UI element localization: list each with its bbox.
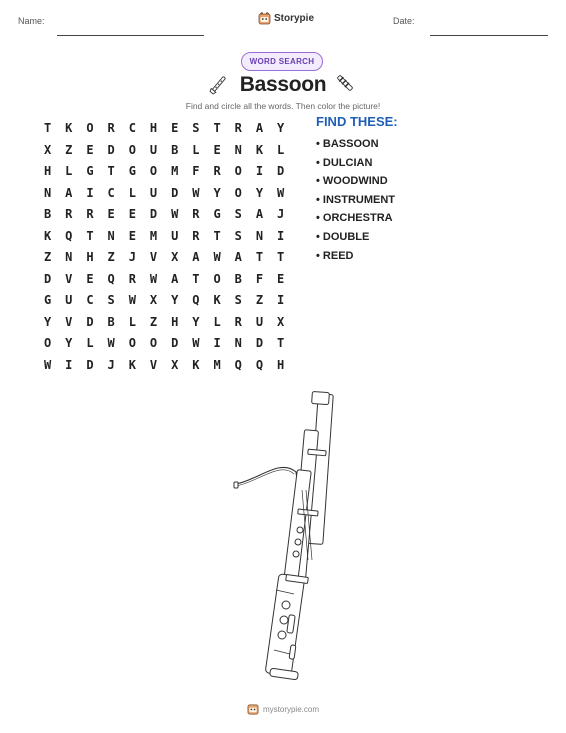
grid-letter[interactable]: G <box>43 293 52 307</box>
grid-letter[interactable]: O <box>86 121 94 135</box>
grid-letter[interactable]: D <box>149 207 158 221</box>
grid-letter[interactable]: J <box>277 207 285 221</box>
word-list-item: • REED <box>316 249 354 262</box>
grid-letter[interactable]: Z <box>107 250 115 264</box>
word-list-item: • INSTRUMENT <box>316 193 396 206</box>
grid-letter[interactable]: D <box>107 142 115 157</box>
grid-letter[interactable]: O <box>149 336 158 350</box>
grid-letter[interactable]: A <box>171 271 179 286</box>
grid-letter[interactable]: F <box>255 271 264 286</box>
grid-letter[interactable]: L <box>65 164 73 178</box>
grid-letter[interactable]: Y <box>171 293 179 307</box>
footer <box>0 703 566 715</box>
grid-letter[interactable]: V <box>65 314 73 329</box>
grid-letter[interactable]: Q <box>107 271 115 286</box>
grid-letter[interactable]: N <box>65 250 73 264</box>
grid-letter[interactable]: L <box>86 336 94 350</box>
grid-row <box>37 183 291 205</box>
grid-letter[interactable]: R <box>128 271 136 286</box>
grid-letter[interactable]: X <box>171 357 179 372</box>
grid-letter[interactable]: T <box>213 228 221 243</box>
grid-letter[interactable]: W <box>192 185 200 200</box>
grid-row <box>37 204 291 226</box>
grid-letter[interactable]: Q <box>65 228 73 243</box>
grid-letter[interactable]: K <box>213 293 221 307</box>
brand-logo <box>258 12 314 25</box>
grid-letter[interactable]: X <box>149 293 158 307</box>
grid-letter[interactable]: H <box>277 357 285 372</box>
grid-letter[interactable]: O <box>234 185 242 200</box>
grid-letter[interactable]: V <box>149 250 158 264</box>
word-list-item: • WOODWIND <box>316 175 388 188</box>
grid-letter[interactable]: L <box>128 314 136 329</box>
grid-letter[interactable]: S <box>234 228 242 243</box>
word-list <box>316 114 398 268</box>
grid-letter[interactable]: V <box>149 357 158 372</box>
grid-letter[interactable]: E <box>86 142 94 157</box>
word-list-item: • ORCHESTRA <box>316 212 393 225</box>
grid-letter[interactable]: D <box>255 336 264 350</box>
word-list-title: FIND THESE: <box>316 114 398 129</box>
grid-letter[interactable]: W <box>277 185 285 200</box>
grid-letter[interactable]: T <box>213 121 221 135</box>
grid-letter[interactable]: I <box>277 228 285 243</box>
grid-letter[interactable]: Z <box>65 142 73 157</box>
brand-name: Storypie <box>274 13 315 24</box>
grid-letter[interactable]: T <box>86 228 94 243</box>
grid-letter[interactable]: R <box>107 121 115 135</box>
grid-letter[interactable]: T <box>192 271 200 286</box>
grid-letter[interactable]: L <box>192 142 200 157</box>
grid-letter[interactable]: Z <box>43 250 52 264</box>
grid-row <box>37 355 291 377</box>
grid-letter[interactable]: E <box>128 207 136 221</box>
instructions: Find and circle all the words. Then color the picture! <box>185 101 381 111</box>
grid-letter[interactable]: R <box>234 121 242 135</box>
grid-letter[interactable]: A <box>234 250 242 264</box>
grid-row <box>37 140 291 162</box>
grid-letter[interactable]: R <box>213 164 221 178</box>
grid-row <box>37 118 291 140</box>
grid-letter[interactable]: Y <box>277 121 285 135</box>
grid-letter[interactable]: U <box>149 185 158 200</box>
grid-letter[interactable]: Y <box>213 185 221 200</box>
grid-letter[interactable]: U <box>255 314 264 329</box>
grid-letter[interactable]: Y <box>192 314 200 329</box>
grid-letter[interactable]: I <box>65 357 73 372</box>
grid-letter[interactable]: T <box>255 250 264 264</box>
grid-letter[interactable]: W <box>128 293 136 307</box>
grid-letter[interactable]: N <box>107 228 115 243</box>
grid-letter[interactable]: T <box>277 336 285 350</box>
grid-letter[interactable]: B <box>234 271 242 286</box>
grid-letter[interactable]: G <box>128 164 136 178</box>
grid-letter[interactable]: D <box>43 271 52 286</box>
word-list-item: • DULCIAN <box>316 156 373 169</box>
grid-letter[interactable]: R <box>65 207 73 221</box>
grid-letter[interactable]: S <box>234 293 242 307</box>
grid-letter[interactable]: W <box>192 336 200 350</box>
grid-letter[interactable]: I <box>255 164 264 178</box>
grid-letter[interactable]: R <box>234 314 242 329</box>
grid-row <box>37 161 291 183</box>
grid-letter[interactable]: U <box>149 142 158 157</box>
grid-letter[interactable]: Y <box>43 314 52 329</box>
grid-letter[interactable]: S <box>192 121 200 135</box>
grid-letter[interactable]: E <box>213 142 221 157</box>
grid-letter[interactable]: H <box>43 164 52 178</box>
grid-letter[interactable]: K <box>43 228 52 243</box>
grid-letter[interactable]: O <box>128 336 136 350</box>
grid-letter[interactable]: E <box>277 271 285 286</box>
grid-letter[interactable]: N <box>255 228 264 243</box>
grid-letter[interactable]: X <box>43 142 52 157</box>
word-list-item: • BASSOON <box>316 138 379 150</box>
grid-letter[interactable]: U <box>171 228 179 243</box>
grid-letter[interactable]: T <box>277 250 285 264</box>
grid-row <box>37 333 291 355</box>
grid-letter[interactable]: G <box>213 207 221 221</box>
grid-letter[interactable]: K <box>255 142 264 157</box>
grid-row <box>37 312 291 334</box>
grid-letter[interactable]: W <box>171 207 179 221</box>
grid-letter[interactable]: D <box>171 185 179 200</box>
worksheet-header <box>0 10 566 34</box>
grid-letter[interactable]: W <box>149 271 158 286</box>
grid-letter[interactable]: S <box>234 207 242 221</box>
grid-letter[interactable]: E <box>107 207 115 221</box>
grid-letter[interactable]: H <box>149 121 158 135</box>
grid-letter[interactable]: A <box>255 207 264 221</box>
grid-letter[interactable]: C <box>107 185 115 200</box>
grid-letter[interactable]: E <box>171 121 179 135</box>
grid-letter[interactable]: R <box>192 228 200 243</box>
grid-letter[interactable]: V <box>65 271 73 286</box>
grid-letter[interactable]: U <box>65 293 73 307</box>
grid-letter[interactable]: O <box>128 142 136 157</box>
word-search-grid[interactable] <box>37 118 291 376</box>
grid-letter[interactable]: D <box>86 314 94 329</box>
grid-letter[interactable]: N <box>234 336 242 350</box>
grid-letter[interactable]: E <box>128 228 136 243</box>
grid-letter[interactable]: F <box>192 164 200 178</box>
grid-letter[interactable]: I <box>86 185 94 200</box>
grid-letter[interactable]: S <box>107 293 115 307</box>
grid-letter[interactable]: G <box>86 164 94 178</box>
date-line[interactable] <box>430 35 548 36</box>
grid-letter[interactable]: B <box>107 314 115 329</box>
grid-letter[interactable]: K <box>128 357 136 372</box>
grid-letter[interactable]: Z <box>149 314 158 329</box>
grid-letter[interactable]: B <box>43 207 52 221</box>
grid-letter[interactable]: H <box>171 314 179 329</box>
grid-letter[interactable]: W <box>43 357 52 372</box>
grid-letter[interactable]: N <box>234 142 242 157</box>
grid-letter[interactable]: D <box>277 164 285 178</box>
storypie-mascot-icon <box>247 703 259 715</box>
grid-letter[interactable]: I <box>213 336 221 350</box>
grid-letter[interactable]: Z <box>255 293 264 307</box>
page-title: Bassoon <box>239 73 327 96</box>
grid-letter[interactable]: L <box>277 142 285 157</box>
grid-letter[interactable]: W <box>213 250 221 264</box>
grid-letter[interactable]: A <box>65 185 73 200</box>
bassoon-illustration[interactable] <box>228 390 338 682</box>
grid-letter[interactable]: N <box>43 185 52 200</box>
word-list-items <box>316 138 398 268</box>
grid-letter[interactable]: M <box>149 228 158 243</box>
grid-letter[interactable]: O <box>149 164 158 178</box>
grid-letter[interactable]: J <box>107 357 115 372</box>
grid-letter[interactable]: K <box>192 357 200 372</box>
grid-letter[interactable]: H <box>86 250 94 264</box>
grid-letter[interactable]: D <box>86 357 94 372</box>
grid-letter[interactable]: Q <box>255 357 264 372</box>
grid-letter[interactable]: A <box>255 121 264 135</box>
date-label: Date: <box>393 16 415 26</box>
grid-letter[interactable]: O <box>213 271 221 286</box>
grid-letter[interactable]: I <box>277 293 285 307</box>
grid-letter[interactable]: Y <box>65 336 73 350</box>
name-line[interactable] <box>57 35 204 36</box>
grid-letter[interactable]: O <box>43 336 52 350</box>
grid-letter[interactable]: Y <box>255 185 264 200</box>
grid-letter[interactable]: W <box>107 336 115 350</box>
grid-letter[interactable]: Q <box>192 293 200 307</box>
grid-letter[interactable]: T <box>43 121 52 135</box>
grid-letter[interactable]: A <box>192 250 200 264</box>
grid-letter[interactable]: L <box>213 314 221 329</box>
grid-letter[interactable]: X <box>277 314 285 329</box>
grid-letter[interactable]: T <box>107 164 115 178</box>
grid-letter[interactable]: C <box>86 293 94 307</box>
grid-letter[interactable]: R <box>192 207 200 221</box>
grid-letter[interactable]: R <box>86 207 94 221</box>
grid-letter[interactable]: M <box>213 357 221 372</box>
word-list-item: • DOUBLE <box>316 230 370 243</box>
grid-letter[interactable]: B <box>171 142 179 157</box>
storypie-mascot-icon <box>258 12 271 25</box>
grid-letter[interactable]: Q <box>234 357 242 372</box>
grid-letter[interactable]: K <box>65 121 73 135</box>
footer-url[interactable]: mystorypie.com <box>262 704 319 714</box>
grid-letter[interactable]: M <box>171 164 179 178</box>
grid-letter[interactable]: D <box>171 336 179 350</box>
grid-letter[interactable]: L <box>128 185 136 200</box>
grid-letter[interactable]: C <box>128 121 136 135</box>
grid-letter[interactable]: O <box>234 164 242 178</box>
grid-row <box>37 290 291 312</box>
grid-row <box>37 226 291 248</box>
grid-row <box>37 247 291 269</box>
word-search-badge: WORD SEARCH <box>241 52 323 71</box>
grid-letter[interactable]: X <box>171 250 179 264</box>
grid-letter[interactable]: J <box>128 250 136 264</box>
name-label: Name: <box>18 16 45 26</box>
grid-row <box>37 269 291 291</box>
grid-letter[interactable]: E <box>86 271 94 286</box>
